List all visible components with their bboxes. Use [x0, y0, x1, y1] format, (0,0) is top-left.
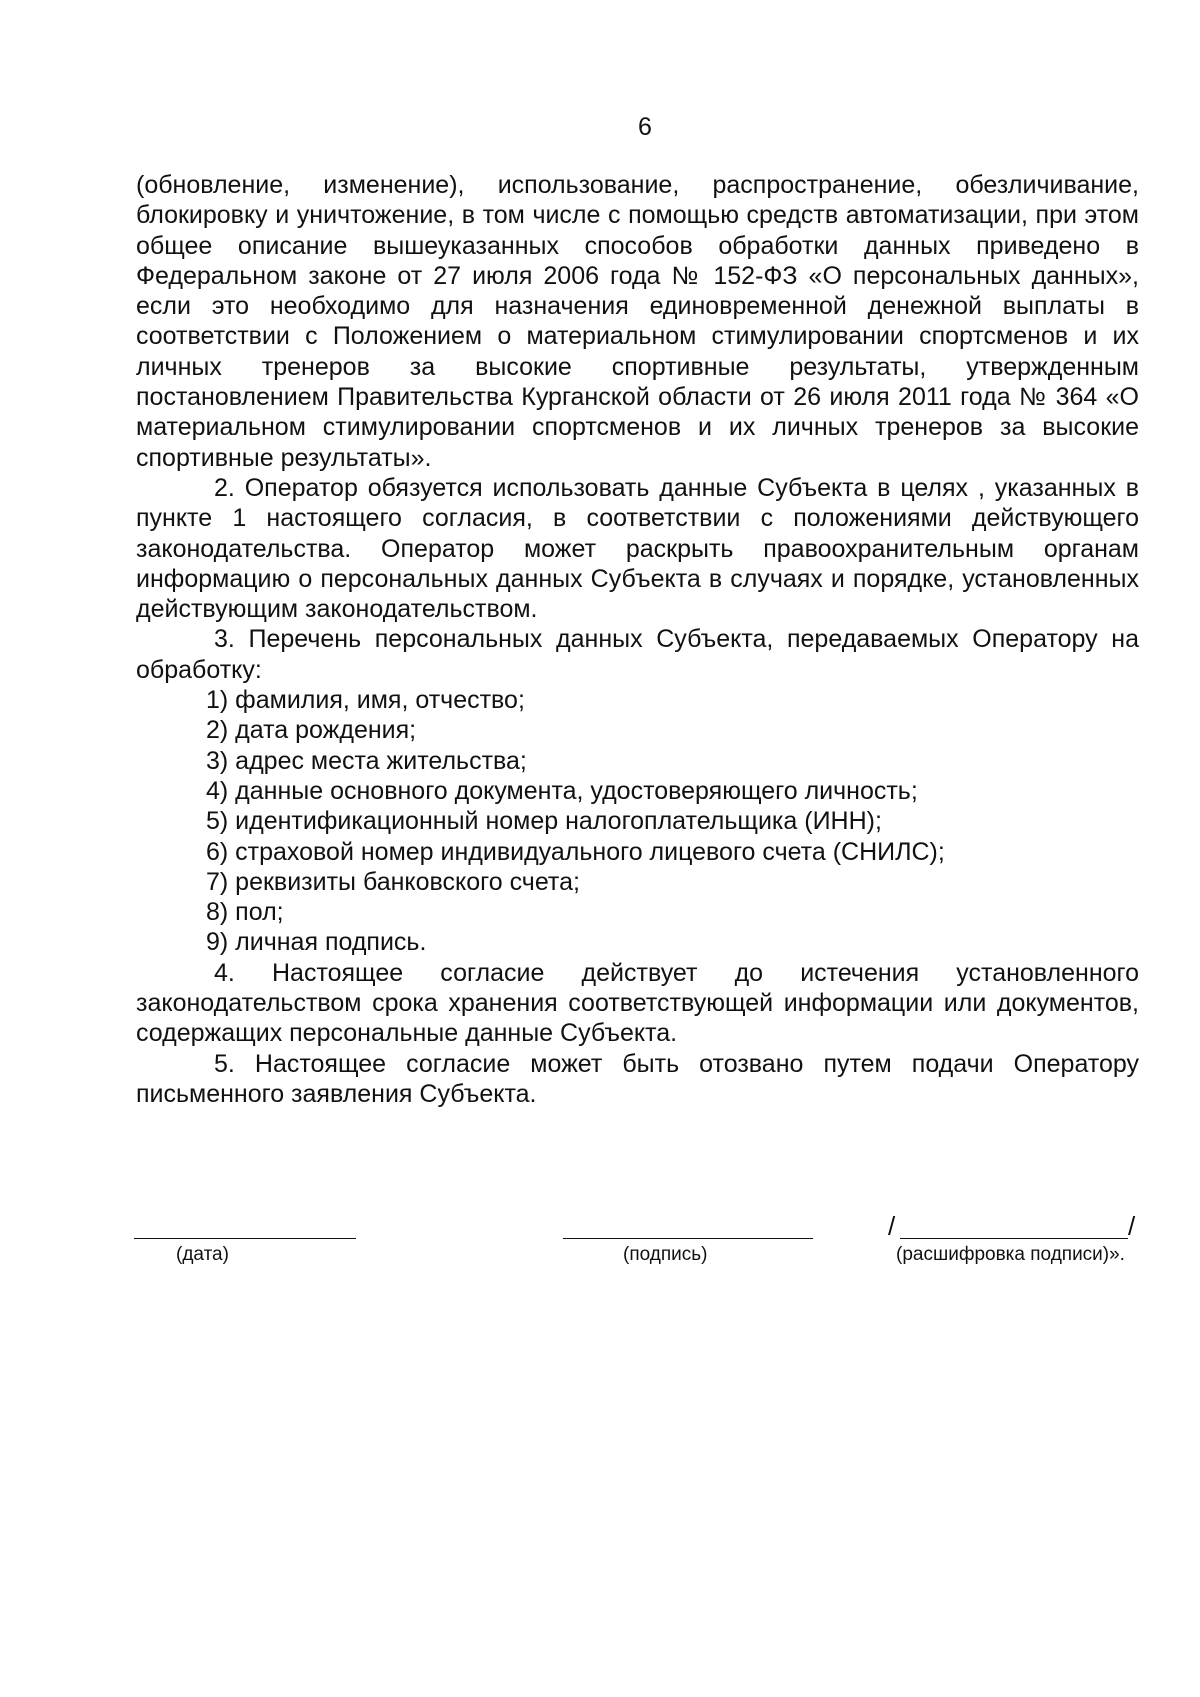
signature-decode-caption: (расшифровка подписи)». [896, 1244, 1125, 1265]
personal-data-list [136, 685, 1139, 958]
document-body [136, 170, 1139, 1109]
paragraph-2: 2. Оператор обязуется использовать данные Субъекта в целях , указанных в пункте 1 настоящего согласия, в соответствии с положениями действующего законодательства. Оператор может раскрыть правоохранительным органам информацию о персональных данных Субъекта в случаях и порядке, установленных действующим законодательством. [136, 473, 1139, 624]
list-item: 2) дата рождения; [206, 716, 417, 745]
date-field [134, 1212, 356, 1265]
list-item: 6) страховой номер индивидуального лицевого счета (СНИЛС); [206, 837, 945, 866]
list-item: 9) личная подпись. [206, 928, 427, 957]
slash-right: / [1128, 1211, 1136, 1241]
list-item: 5) идентификационный номер налогоплательщика (ИНН); [206, 807, 882, 836]
date-line [134, 1212, 356, 1239]
paragraph-1: (обновление, изменение), использование, распространение, обезличивание, блокировку и уничтожение, в том числе с помощью средств автоматизации, при этом общее описание вышеуказанных способов обработки данных приведено в Федеральном законе от 27 июля 2006 года № 152-ФЗ «О персональных данных», если это необходимо для назначения единовременной денежной выплаты в соответствии с Положением о материальном стимулировании спортсменов и их личных тренеров за высокие спортивные результаты, утвержденным постановлением Правительства Курганской области от 26 июля 2011 года № 364 «О материальном стимулировании спортсменов и их личных тренеров за высокие спортивные результаты». [136, 171, 1139, 472]
paragraph-5: 5. Настоящее согласие может быть отозвано путем подачи Оператору письменного заявления Субъекта. [136, 1049, 1139, 1108]
list-item: 1) фамилия, имя, отчество; [206, 686, 525, 715]
page-number: 6 [638, 113, 652, 141]
list-item: 8) пол; [206, 898, 284, 927]
signature-block [0, 1212, 1200, 1272]
list-item: 3) адрес места жительства; [206, 746, 527, 775]
date-caption: (дата) [176, 1244, 229, 1265]
signature-decode-line [900, 1212, 1128, 1239]
list-item: 4) данные основного документа, удостоверяющего личность; [206, 776, 918, 805]
paragraph-4: 4. Настоящее согласие действует до истечения установленного законодательством срока хранения соответствующей информации или документов, содержащих персональные данные Субъекта. [136, 958, 1139, 1048]
list-item: 7) реквизиты банковского счета; [206, 867, 580, 896]
signature-line [563, 1212, 813, 1239]
signature-field [563, 1212, 813, 1265]
signature-caption: (подпись) [623, 1244, 708, 1265]
paragraph-3: 3. Перечень персональных данных Субъекта, передаваемых Оператору на обработку: [136, 625, 1139, 684]
slash-left: / [888, 1211, 896, 1241]
